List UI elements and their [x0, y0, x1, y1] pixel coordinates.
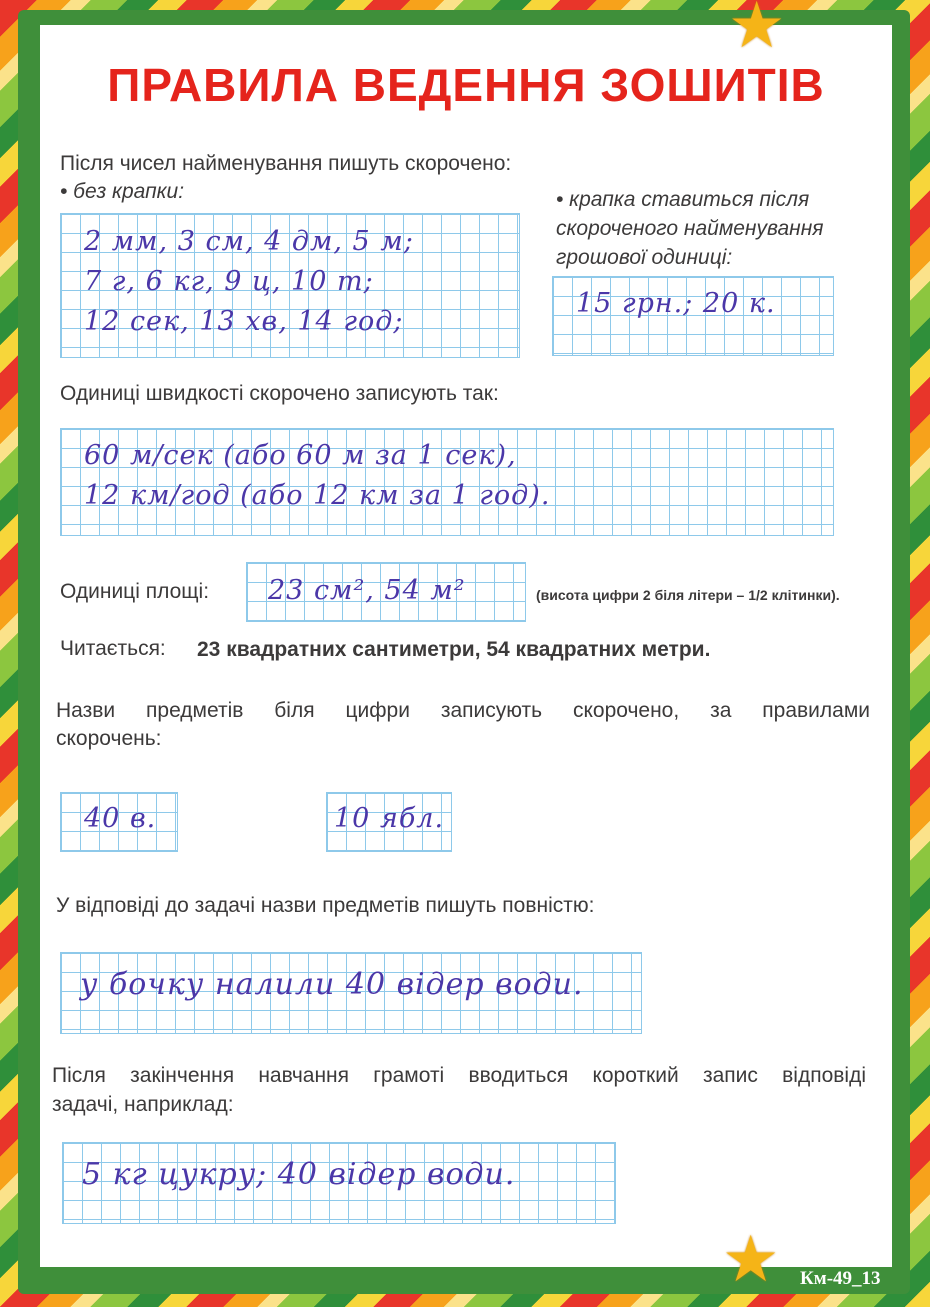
section5-intro: У відповіді до задачі назви предметів пишуть повністю:: [56, 894, 595, 917]
handwriting-money: 15 грн.; 20 к.: [576, 288, 776, 319]
handwriting-line: 7 г, 6 кг, 9 ц, 10 т;: [84, 266, 374, 297]
star-icon: ★: [728, 0, 786, 63]
area-note: (висота цифри 2 біля літери – 1/2 клітинки).: [536, 587, 840, 603]
section2-intro: Одиниці швидкості скорочено записують так:: [60, 382, 499, 405]
handwriting-line: 2 мм, 3 см, 4 дм, 5 м;: [84, 226, 414, 257]
handwriting-abbr: 40 в.: [84, 803, 157, 834]
page-title: ПРАВИЛА ВЕДЕННЯ ЗОШИТІВ: [107, 59, 825, 111]
section4-intro-line2: скорочень:: [56, 727, 162, 750]
handwriting-abbr: 10 ябл.: [334, 803, 445, 834]
section6-intro-line2: задачі, наприклад:: [52, 1093, 234, 1116]
handwriting-line: 12 сек, 13 хв, 14 год;: [84, 306, 404, 337]
read-text: 23 квадратних сантиметри, 54 квадратних метри.: [197, 638, 711, 661]
bullet-dot-line3: грошової одиниці:: [556, 246, 733, 269]
section6-intro-line1: Після закінчення навчання грамоті вводиться короткий запис відповіді: [52, 1064, 866, 1087]
section1-intro: Після чисел найменування пишуть скорочено:: [60, 152, 512, 175]
section4-intro-line1: Назви предметів біля цифри записують скорочено, за правилами: [56, 699, 870, 722]
read-label: Читається:: [60, 637, 166, 660]
handwriting-line: 12 км/год (або 12 км за 1 год).: [84, 480, 551, 511]
area-label: Одиниці площі:: [60, 580, 210, 603]
handwriting-area: 23 см², 54 м²: [268, 575, 466, 606]
bullet-dot-line2: скороченого найменування: [556, 217, 824, 240]
bullet-dot-line1: • крапка ставиться після: [556, 188, 810, 211]
star-icon: ★: [722, 1223, 780, 1297]
handwriting-line: 60 м/сек (або 60 м за 1 сек),: [84, 440, 517, 471]
footer-code: Км-49_13: [800, 1268, 881, 1289]
handwriting-short-answer: 5 кг цукру; 40 відер води.: [82, 1157, 516, 1192]
handwriting-answer: у бочку налили 40 відер води.: [80, 967, 584, 1002]
bullet-no-dot: • без крапки:: [60, 180, 185, 203]
